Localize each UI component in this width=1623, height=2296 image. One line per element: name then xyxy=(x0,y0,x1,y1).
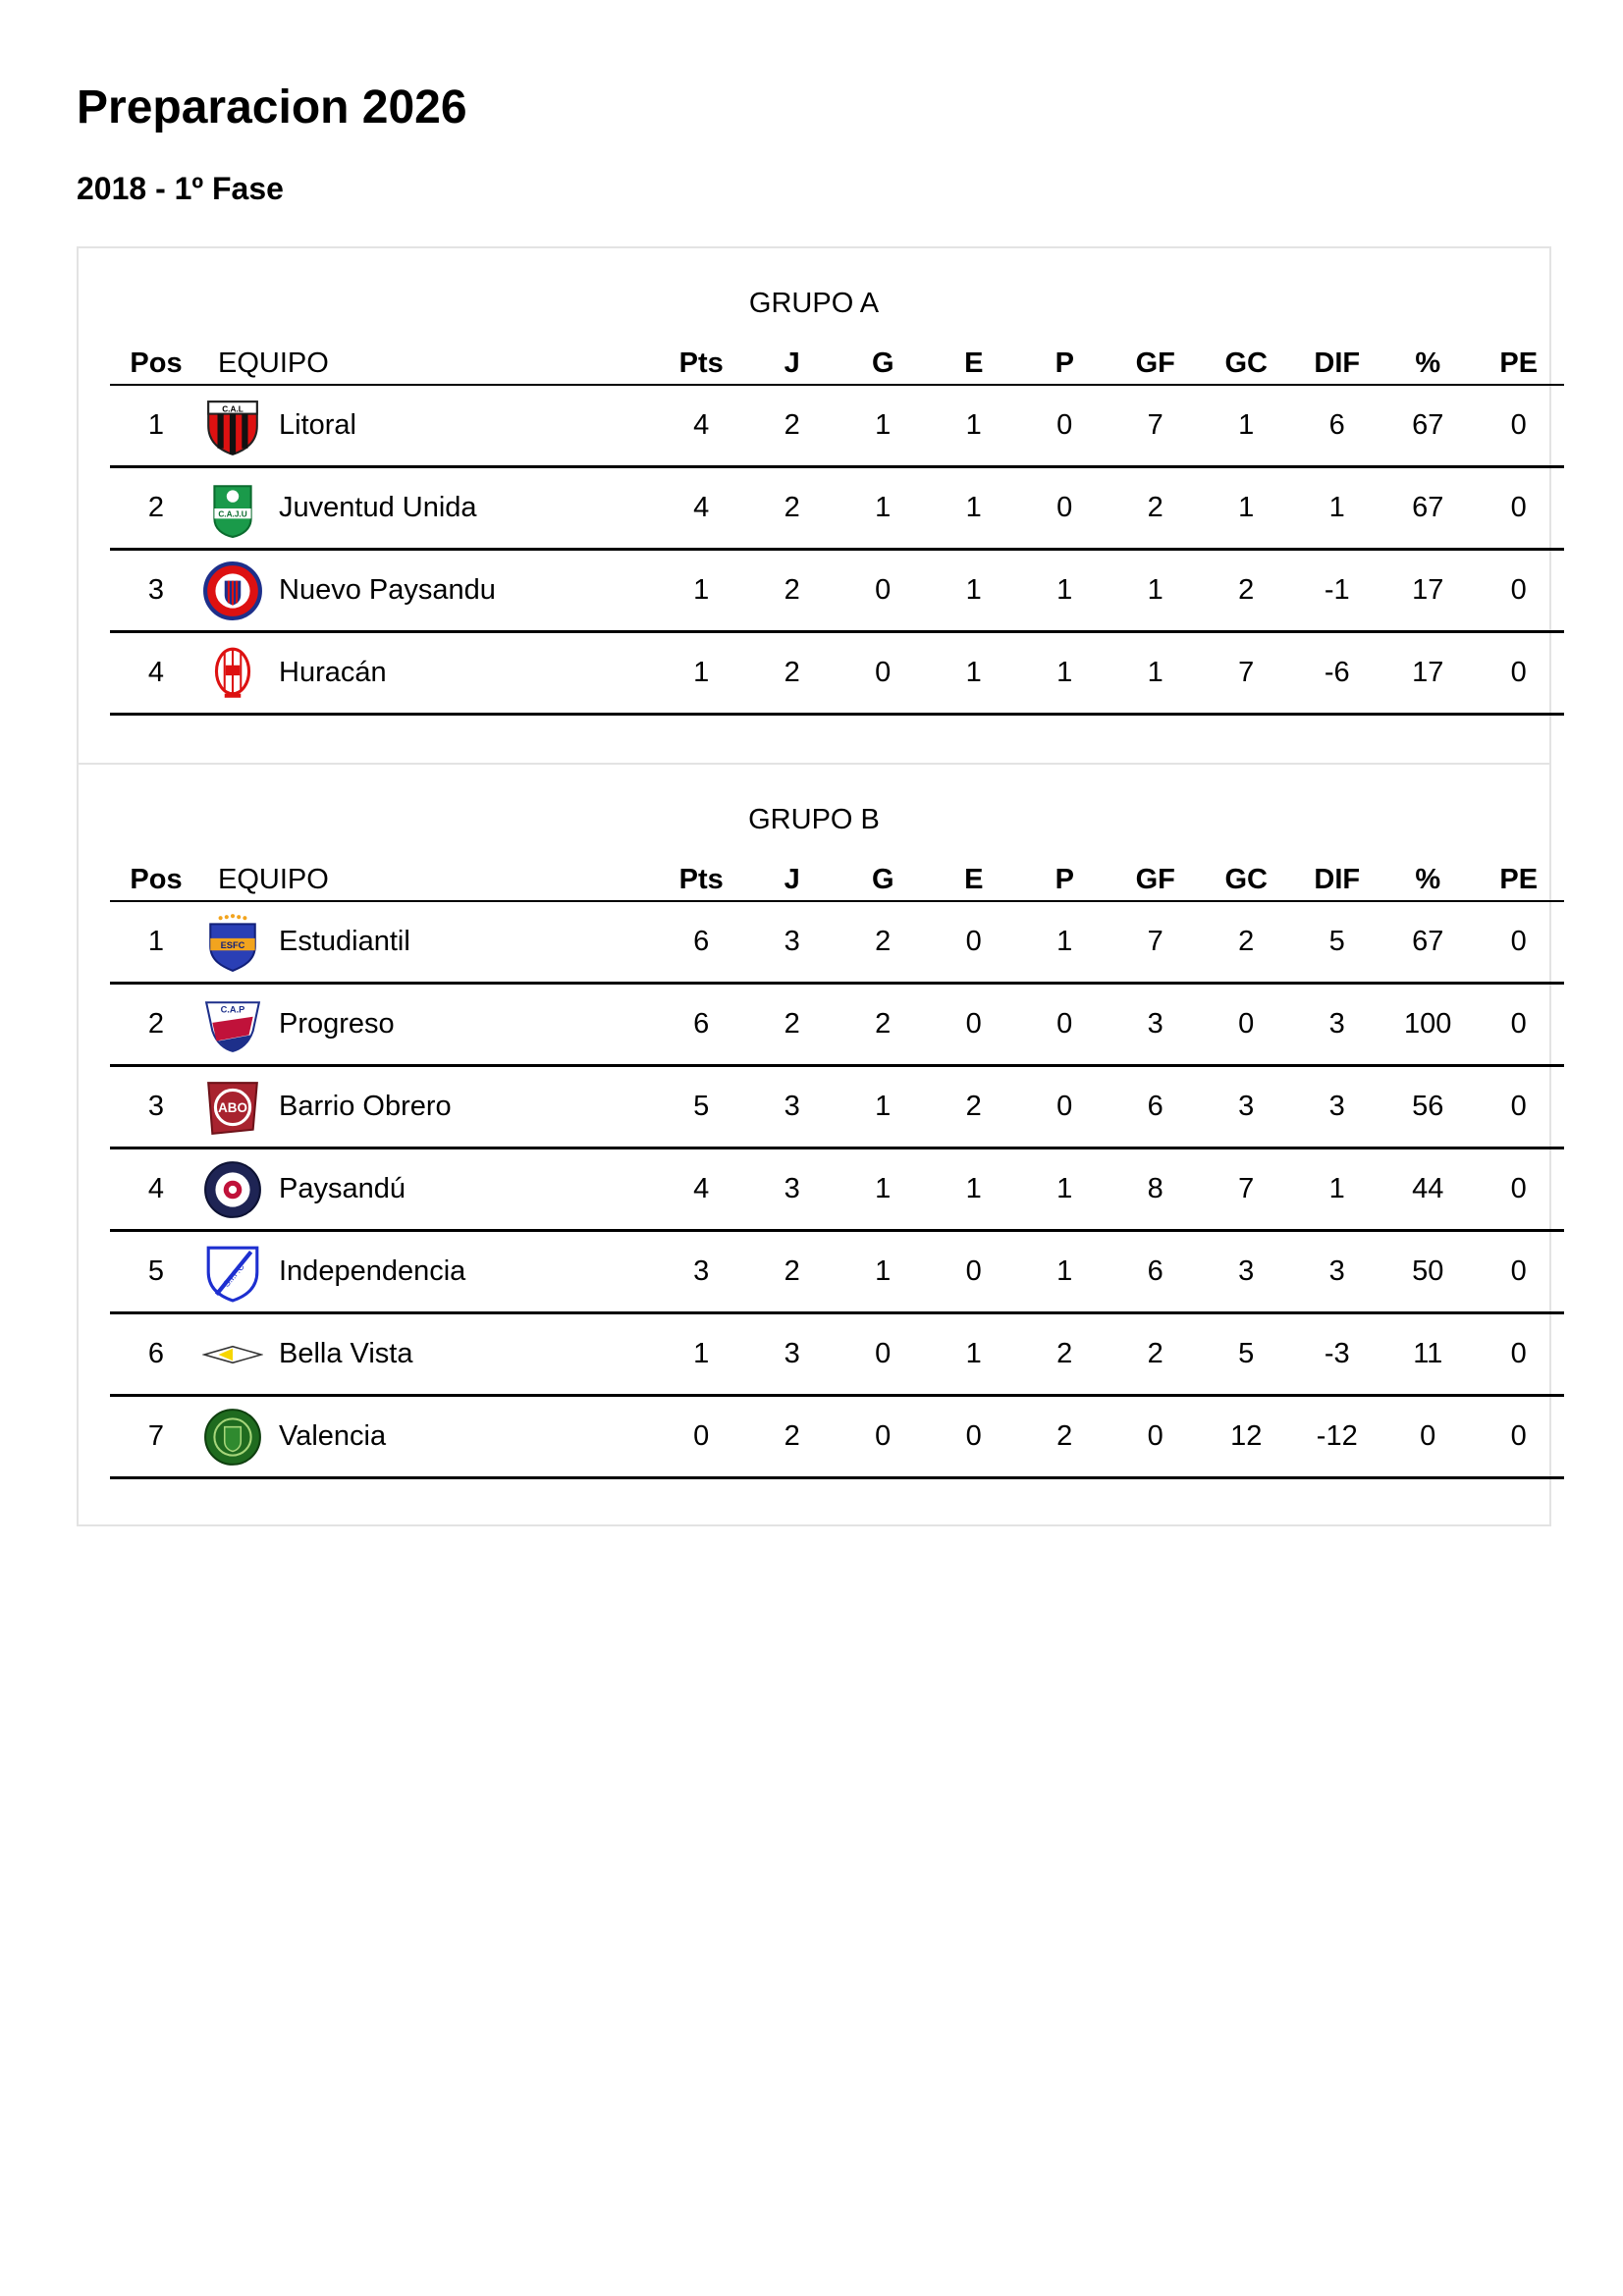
pos-cell: 3 xyxy=(110,1066,202,1148)
team-name: Estudiantil xyxy=(279,926,410,957)
pos-cell: 2 xyxy=(110,984,202,1066)
dif-cell: 3 xyxy=(1292,1066,1383,1148)
standings-table xyxy=(110,339,1564,716)
e-cell: 0 xyxy=(929,1396,1020,1478)
svg-text:S.I.F.C: S.I.F.C xyxy=(221,1260,246,1289)
table-row xyxy=(110,1396,1564,1478)
pts-cell: 5 xyxy=(656,1066,747,1148)
pts-cell: 1 xyxy=(656,550,747,632)
col-header-e: E xyxy=(929,339,1020,385)
pct-cell: 0 xyxy=(1382,1396,1474,1478)
col-header-gc: GC xyxy=(1201,339,1292,385)
group-a-panel xyxy=(77,246,1551,765)
col-header-team: EQUIPO xyxy=(202,855,656,901)
team-name: Litoral xyxy=(279,409,356,441)
j-cell: 3 xyxy=(747,1313,839,1396)
pct-cell: 50 xyxy=(1382,1231,1474,1313)
pts-cell: 1 xyxy=(656,632,747,715)
g-cell: 1 xyxy=(838,385,929,467)
table-row xyxy=(110,901,1564,984)
col-header-g: G xyxy=(838,855,929,901)
p-cell: 2 xyxy=(1019,1396,1110,1478)
e-cell: 1 xyxy=(929,467,1020,550)
dif-cell: -3 xyxy=(1292,1313,1383,1396)
p-cell: 0 xyxy=(1019,467,1110,550)
pos-cell: 2 xyxy=(110,467,202,550)
table-row xyxy=(110,984,1564,1066)
table-header-row xyxy=(110,339,1564,385)
col-header-pts: Pts xyxy=(656,855,747,901)
nuevo-paysandu-crest-icon xyxy=(202,561,263,621)
gc-cell: 12 xyxy=(1201,1396,1292,1478)
svg-text:ESFC: ESFC xyxy=(220,939,245,950)
col-header-p: P xyxy=(1019,339,1110,385)
col-header-g: G xyxy=(838,339,929,385)
col-header-j: J xyxy=(747,855,839,901)
col-header-pos: Pos xyxy=(110,855,202,901)
gf-cell: 3 xyxy=(1110,984,1202,1066)
team-name: Independencia xyxy=(279,1255,466,1287)
pct-cell: 11 xyxy=(1382,1313,1474,1396)
team-name: Juventud Unida xyxy=(279,492,477,523)
gc-cell: 1 xyxy=(1201,385,1292,467)
col-header-j: J xyxy=(747,339,839,385)
gc-cell: 3 xyxy=(1201,1066,1292,1148)
col-header-pos: Pos xyxy=(110,339,202,385)
pct-cell: 67 xyxy=(1382,901,1474,984)
table-row xyxy=(110,1313,1564,1396)
col-header-dif: DIF xyxy=(1292,855,1383,901)
dif-cell: 1 xyxy=(1292,467,1383,550)
g-cell: 1 xyxy=(838,467,929,550)
pe-cell: 0 xyxy=(1474,550,1565,632)
pts-cell: 4 xyxy=(656,467,747,550)
team-name: Huracán xyxy=(279,657,387,688)
table-row xyxy=(110,385,1564,467)
pts-cell: 6 xyxy=(656,984,747,1066)
table-row xyxy=(110,1066,1564,1148)
j-cell: 3 xyxy=(747,1148,839,1231)
gc-cell: 2 xyxy=(1201,901,1292,984)
pos-cell: 1 xyxy=(110,385,202,467)
team-name: Progreso xyxy=(279,1008,395,1040)
pct-cell: 67 xyxy=(1382,467,1474,550)
team-name: Valencia xyxy=(279,1420,387,1452)
pe-cell: 0 xyxy=(1474,467,1565,550)
p-cell: 1 xyxy=(1019,632,1110,715)
col-header-pct: % xyxy=(1382,855,1474,901)
pe-cell: 0 xyxy=(1474,984,1565,1066)
dif-cell: -6 xyxy=(1292,632,1383,715)
table-row xyxy=(110,467,1564,550)
col-header-gc: GC xyxy=(1201,855,1292,901)
pe-cell: 0 xyxy=(1474,1148,1565,1231)
group-title: GRUPO A xyxy=(748,288,880,319)
bella-vista-crest-icon xyxy=(202,1324,263,1385)
col-header-e: E xyxy=(929,855,1020,901)
col-header-pct: % xyxy=(1382,339,1474,385)
gc-cell: 7 xyxy=(1201,632,1292,715)
table-row xyxy=(110,1231,1564,1313)
team-name: Nuevo Paysandu xyxy=(279,574,496,606)
col-header-gf: GF xyxy=(1110,339,1202,385)
team-name: Paysandú xyxy=(279,1173,406,1204)
svg-text:C.A.P: C.A.P xyxy=(220,1004,245,1015)
e-cell: 1 xyxy=(929,550,1020,632)
table-header-row xyxy=(110,855,1564,901)
svg-text:C.A.J.U: C.A.J.U xyxy=(218,508,247,518)
g-cell: 0 xyxy=(838,632,929,715)
p-cell: 2 xyxy=(1019,1313,1110,1396)
gc-cell: 1 xyxy=(1201,467,1292,550)
table-row xyxy=(110,1148,1564,1231)
table-row xyxy=(110,632,1564,715)
col-header-gf: GF xyxy=(1110,855,1202,901)
dif-cell: 6 xyxy=(1292,385,1383,467)
e-cell: 0 xyxy=(929,901,1020,984)
svg-text:ABO: ABO xyxy=(218,1099,247,1115)
progreso-crest-icon xyxy=(202,994,263,1055)
col-header-pe: PE xyxy=(1474,339,1565,385)
j-cell: 3 xyxy=(747,1066,839,1148)
team-name: Bella Vista xyxy=(279,1338,413,1369)
pos-cell: 4 xyxy=(110,632,202,715)
j-cell: 2 xyxy=(747,1396,839,1478)
g-cell: 2 xyxy=(838,984,929,1066)
pos-cell: 6 xyxy=(110,1313,202,1396)
pts-cell: 4 xyxy=(656,1148,747,1231)
e-cell: 2 xyxy=(929,1066,1020,1148)
table-row xyxy=(110,550,1564,632)
dif-cell: 5 xyxy=(1292,901,1383,984)
pct-cell: 100 xyxy=(1382,984,1474,1066)
independencia-crest-icon xyxy=(202,1242,263,1303)
litoral-crest-icon xyxy=(202,396,263,456)
e-cell: 1 xyxy=(929,1148,1020,1231)
dif-cell: 1 xyxy=(1292,1148,1383,1231)
pct-cell: 67 xyxy=(1382,385,1474,467)
gc-cell: 5 xyxy=(1201,1313,1292,1396)
g-cell: 1 xyxy=(838,1148,929,1231)
group-b-panel xyxy=(77,763,1551,1526)
p-cell: 1 xyxy=(1019,1231,1110,1313)
p-cell: 0 xyxy=(1019,385,1110,467)
col-header-pe: PE xyxy=(1474,855,1565,901)
gf-cell: 2 xyxy=(1110,467,1202,550)
pts-cell: 4 xyxy=(656,385,747,467)
j-cell: 2 xyxy=(747,1231,839,1313)
g-cell: 2 xyxy=(838,901,929,984)
pe-cell: 0 xyxy=(1474,1066,1565,1148)
estudiantil-crest-icon xyxy=(202,912,263,973)
e-cell: 1 xyxy=(929,632,1020,715)
standings-table xyxy=(110,855,1564,1479)
col-header-pts: Pts xyxy=(656,339,747,385)
dif-cell: 3 xyxy=(1292,1231,1383,1313)
pts-cell: 1 xyxy=(656,1313,747,1396)
j-cell: 2 xyxy=(747,632,839,715)
gc-cell: 0 xyxy=(1201,984,1292,1066)
pct-cell: 17 xyxy=(1382,550,1474,632)
gf-cell: 6 xyxy=(1110,1231,1202,1313)
pts-cell: 0 xyxy=(656,1396,747,1478)
team-name: Barrio Obrero xyxy=(279,1091,452,1122)
p-cell: 0 xyxy=(1019,1066,1110,1148)
e-cell: 1 xyxy=(929,1313,1020,1396)
svg-text:C.A.L: C.A.L xyxy=(222,404,243,414)
page-subtitle: 2018 - 1º Fase xyxy=(77,171,284,206)
gf-cell: 7 xyxy=(1110,385,1202,467)
e-cell: 0 xyxy=(929,1231,1020,1313)
group-title: GRUPO B xyxy=(748,804,880,835)
pe-cell: 0 xyxy=(1474,1396,1565,1478)
barrio-obrero-crest-icon xyxy=(202,1077,263,1138)
col-header-dif: DIF xyxy=(1292,339,1383,385)
pe-cell: 0 xyxy=(1474,632,1565,715)
e-cell: 0 xyxy=(929,984,1020,1066)
p-cell: 1 xyxy=(1019,901,1110,984)
pts-cell: 6 xyxy=(656,901,747,984)
j-cell: 3 xyxy=(747,901,839,984)
valencia-crest-icon xyxy=(202,1407,263,1468)
pos-cell: 1 xyxy=(110,901,202,984)
gf-cell: 1 xyxy=(1110,632,1202,715)
pct-cell: 17 xyxy=(1382,632,1474,715)
col-header-team: EQUIPO xyxy=(202,339,656,385)
pe-cell: 0 xyxy=(1474,901,1565,984)
gf-cell: 0 xyxy=(1110,1396,1202,1478)
pos-cell: 5 xyxy=(110,1231,202,1313)
p-cell: 1 xyxy=(1019,550,1110,632)
j-cell: 2 xyxy=(747,467,839,550)
g-cell: 1 xyxy=(838,1066,929,1148)
huracan-crest-icon xyxy=(202,643,263,704)
gf-cell: 2 xyxy=(1110,1313,1202,1396)
gf-cell: 6 xyxy=(1110,1066,1202,1148)
e-cell: 1 xyxy=(929,385,1020,467)
pe-cell: 0 xyxy=(1474,385,1565,467)
g-cell: 0 xyxy=(838,550,929,632)
page-title: Preparacion 2026 xyxy=(77,81,467,133)
pos-cell: 7 xyxy=(110,1396,202,1478)
pe-cell: 0 xyxy=(1474,1231,1565,1313)
dif-cell: -12 xyxy=(1292,1396,1383,1478)
paysandu-crest-icon xyxy=(202,1159,263,1220)
g-cell: 0 xyxy=(838,1313,929,1396)
juventud-unida-crest-icon xyxy=(202,478,263,539)
pts-cell: 3 xyxy=(656,1231,747,1313)
pos-cell: 3 xyxy=(110,550,202,632)
col-header-p: P xyxy=(1019,855,1110,901)
g-cell: 0 xyxy=(838,1396,929,1478)
j-cell: 2 xyxy=(747,385,839,467)
dif-cell: 3 xyxy=(1292,984,1383,1066)
gc-cell: 2 xyxy=(1201,550,1292,632)
p-cell: 0 xyxy=(1019,984,1110,1066)
gf-cell: 1 xyxy=(1110,550,1202,632)
p-cell: 1 xyxy=(1019,1148,1110,1231)
pct-cell: 44 xyxy=(1382,1148,1474,1231)
j-cell: 2 xyxy=(747,984,839,1066)
gc-cell: 3 xyxy=(1201,1231,1292,1313)
pct-cell: 56 xyxy=(1382,1066,1474,1148)
gf-cell: 7 xyxy=(1110,901,1202,984)
pos-cell: 4 xyxy=(110,1148,202,1231)
j-cell: 2 xyxy=(747,550,839,632)
gc-cell: 7 xyxy=(1201,1148,1292,1231)
gf-cell: 8 xyxy=(1110,1148,1202,1231)
dif-cell: -1 xyxy=(1292,550,1383,632)
pe-cell: 0 xyxy=(1474,1313,1565,1396)
g-cell: 1 xyxy=(838,1231,929,1313)
